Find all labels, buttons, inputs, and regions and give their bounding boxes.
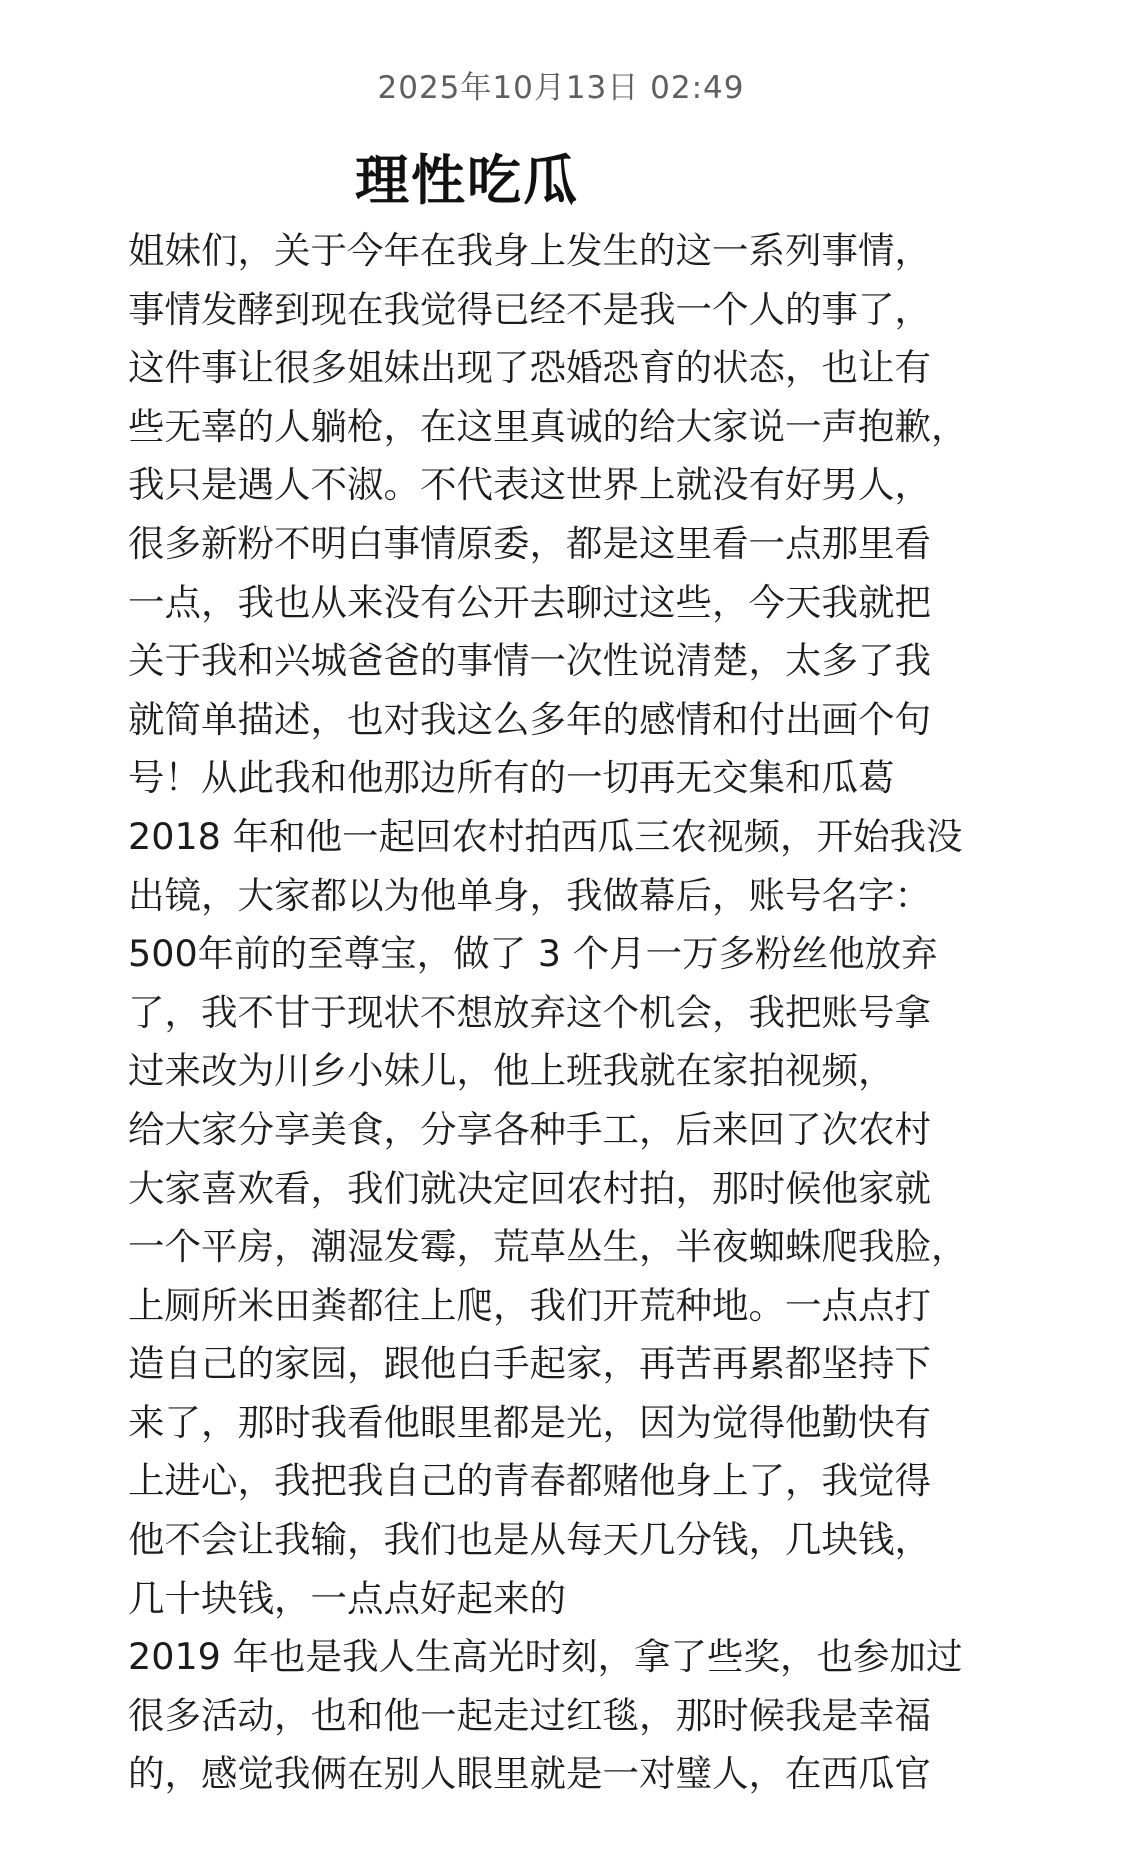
body-line: 事情发酵到现在我觉得已经不是我一个人的事了， bbox=[128, 287, 931, 331]
body-line: 很多新粉不明白事情原委，都是这里看一点那里看 bbox=[128, 521, 931, 565]
body-line: 给大家分享美食，分享各种手工，后来回了次农村 bbox=[128, 1107, 931, 1151]
body-line: 我只是遇人不淑。不代表这世界上就没有好男人， bbox=[128, 463, 931, 507]
body-line: 的，感觉我俩在别人眼里就是一对璧人，在西瓜官 bbox=[128, 1752, 931, 1796]
body-line: 这件事让很多姐妹出现了恐婚恐育的状态，也让有 bbox=[128, 346, 931, 390]
body-line: 一个平房，潮湿发霉，荒草丛生，半夜蜘蛛爬我脸， bbox=[128, 1225, 968, 1269]
body-line: 500年前的至尊宝，做了 3 个月一万多粉丝他放弃 bbox=[128, 932, 938, 976]
post-title: 理性吃瓜 bbox=[355, 149, 579, 212]
body-line: 很多活动，也和他一起走过红毯，那时候我是幸福 bbox=[128, 1693, 931, 1737]
post-timestamp: 2025年10月13日 02:49 bbox=[377, 70, 745, 106]
body-line: 些无辜的人躺枪，在这里真诚的给大家说一声抱歉， bbox=[128, 404, 968, 448]
body-line: 他不会让我输，我们也是从每天几分钱，几块钱， bbox=[128, 1518, 931, 1562]
body-line: 了，我不甘于现状不想放弃这个机会，我把账号拿 bbox=[128, 990, 931, 1034]
post-body bbox=[128, 222, 1008, 1804]
body-line: 一点，我也从来没有公开去聊过这些，今天我就把 bbox=[128, 580, 931, 624]
body-line: 几十块钱，一点点好起来的 bbox=[128, 1576, 566, 1620]
body-line: 关于我和兴城爸爸的事情一次性说清楚，太多了我 bbox=[128, 639, 931, 683]
body-line: 上进心，我把我自己的青春都赌他身上了，我觉得 bbox=[128, 1459, 931, 1503]
body-line: 大家喜欢看，我们就决定回农村拍，那时候他家就 bbox=[128, 1166, 931, 1210]
body-line: 姐妹们，关于今年在我身上发生的这一系列事情， bbox=[128, 229, 931, 272]
body-line: 过来改为川乡小妹儿，他上班我就在家拍视频， bbox=[128, 1049, 895, 1093]
body-line: 2019 年也是我人生高光时刻，拿了些奖，也参加过 bbox=[128, 1635, 963, 1679]
body-line: 号！从此我和他那边所有的一切再无交集和瓜葛 bbox=[128, 756, 895, 800]
body-line: 出镜，大家都以为他单身，我做幕后，账号名字： bbox=[128, 873, 931, 917]
body-line: 来了，那时我看他眼里都是光，因为觉得他勤快有 bbox=[128, 1400, 931, 1444]
body-line: 2018 年和他一起回农村拍西瓜三农视频，开始我没 bbox=[128, 814, 963, 858]
body-line: 就简单描述，也对我这么多年的感情和付出画个句 bbox=[128, 697, 931, 741]
body-line: 造自己的家园，跟他白手起家，再苦再累都坚持下 bbox=[128, 1342, 931, 1386]
body-line: 上厕所米田粪都往上爬，我们开荒种地。一点点打 bbox=[128, 1283, 931, 1327]
